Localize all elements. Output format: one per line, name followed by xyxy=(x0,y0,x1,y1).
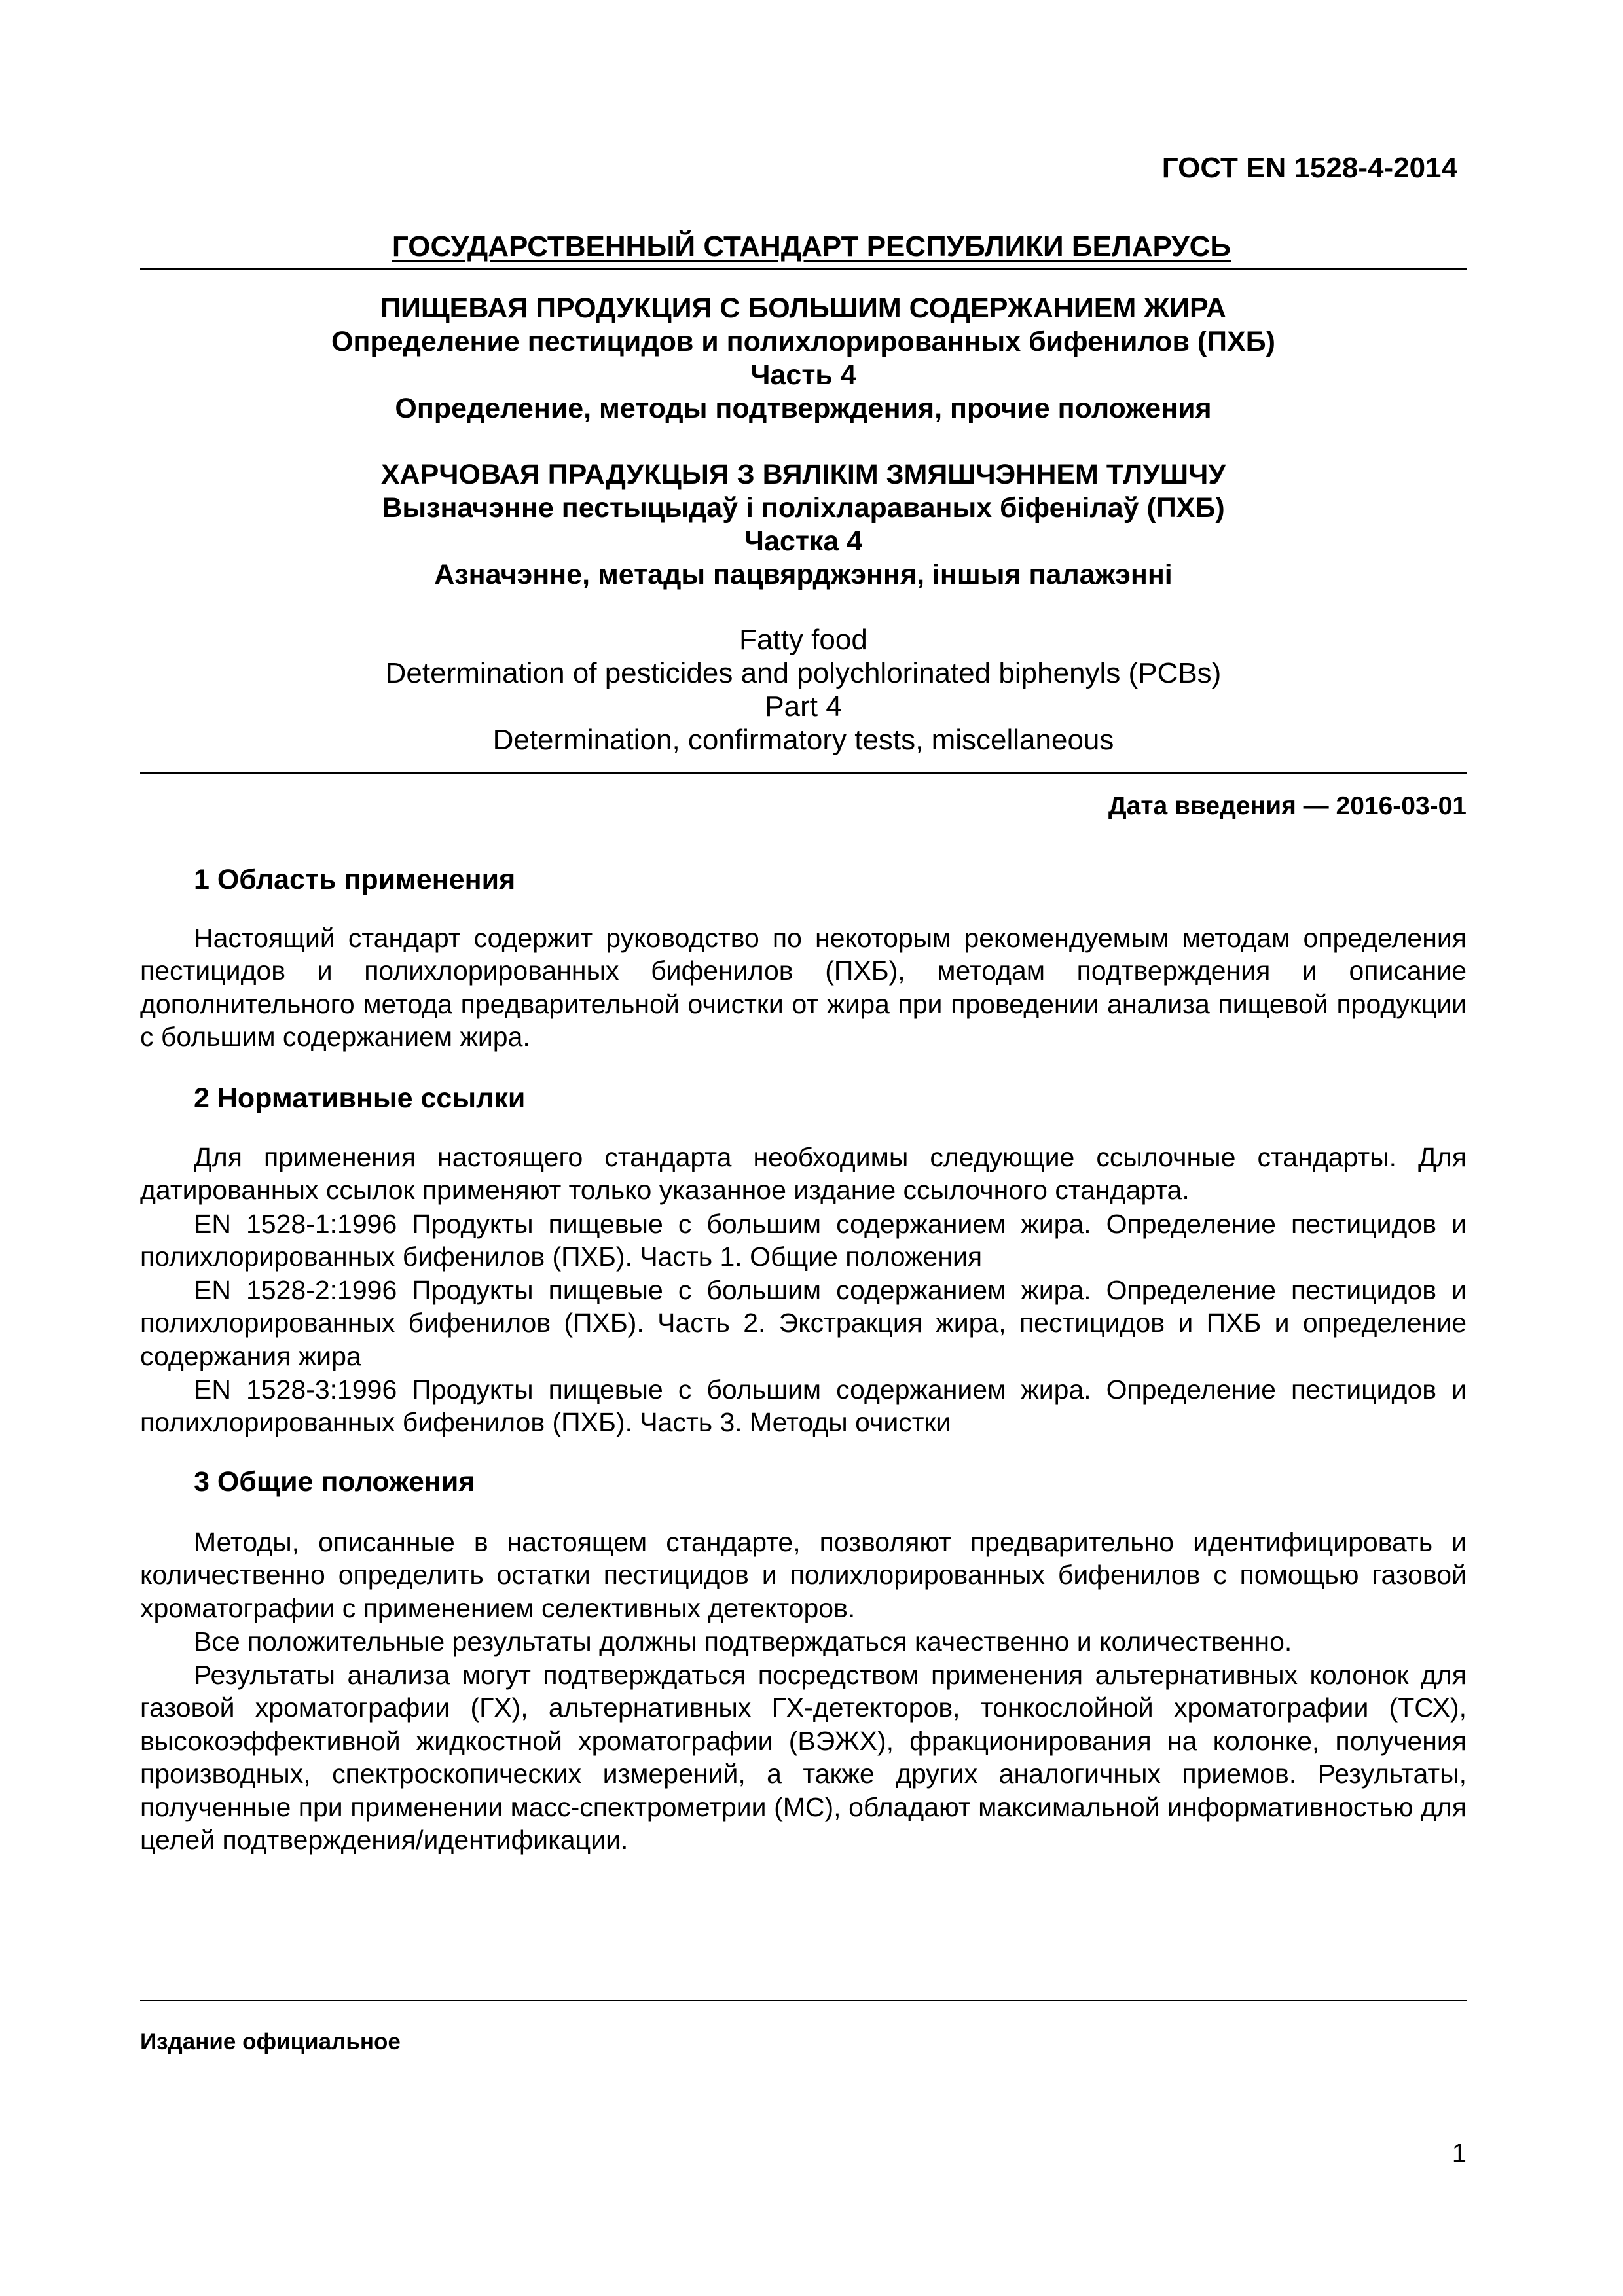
section-3-heading: 3 Общие положения xyxy=(194,1466,475,1498)
section-2-paragraph-1: Для применения настоящего стандарта необходимы следующие ссылочные стандарты. Для датированных ссылок применяют только указанное издание ссылочного стандарта. xyxy=(140,1142,1467,1206)
section-2-reference-1: EN 1528-1:1996 Продукты пищевые с большим содержанием жира. Определение пестицидов и полихлорированных бифенилов (ПХБ). Часть 1. Общие положения xyxy=(140,1209,1467,1272)
title-ru-line-2: Определение пестицидов и полихлорированных бифенилов (ПХБ) xyxy=(331,326,1275,357)
title-by-line-1: ХАРЧОВАЯ ПРАДУКЦЫЯ З ВЯЛІКІМ ЗМЯШЧЭННЕМ ТЛУШЧУ xyxy=(380,459,1226,490)
title-en-line-3: Part 4 xyxy=(765,691,842,723)
footer-rule xyxy=(140,2000,1467,2001)
title-russian xyxy=(140,292,1467,425)
title-english xyxy=(140,623,1467,757)
section-1-heading: 1 Область применения xyxy=(194,864,516,895)
title-en-line-1: Fatty food xyxy=(739,624,867,656)
title-belarusian xyxy=(140,458,1467,592)
title-by-line-3: Частка 4 xyxy=(744,526,863,557)
official-edition-label: Издание официальное xyxy=(140,2029,401,2054)
title-ru-line-3: Часть 4 xyxy=(750,359,856,391)
section-3-paragraph-3: Результаты анализа могут подтверждаться посредством применения альтернативных колонок для газовой хроматографии (ГХ), альтернативных ГХ-детекторов, тонкослойной хроматографии (ТСХ), высокоэффективной жидкостной хроматографии (ВЭЖХ), фракционирования на колонке, получения производных, спектроскопических измерений, а также других аналогичных приемов. Результаты, полученные при применении масс-спектрометрии (МС), обладают максимальной информативностью для целей подтверждения/идентификации. xyxy=(140,1660,1467,1856)
section-2-reference-3: EN 1528-3:1996 Продукты пищевые с большим содержанием жира. Определение пестицидов и полихлорированных бифенилов (ПХБ). Часть 3. Методы очистки xyxy=(140,1374,1467,1438)
state-standard-header: ГОСУДАРСТВЕННЫЙ СТАНДАРТ РЕСПУБЛИКИ БЕЛАРУСЬ xyxy=(392,230,1231,262)
title-by-line-4: Азначэнне, метады пацвярджэння, іншыя палажэнні xyxy=(434,559,1173,590)
title-en-line-4: Determination, confirmatory tests, miscellaneous xyxy=(492,724,1114,756)
title-ru-line-4: Определение, методы подтверждения, прочие положения xyxy=(395,393,1212,424)
title-ru-line-1: ПИЩЕВАЯ ПРОДУКЦИЯ С БОЛЬШИМ СОДЕРЖАНИЕМ ЖИРА xyxy=(380,293,1226,324)
standard-number: ГОСТ EN 1528-4-2014 xyxy=(1161,152,1457,184)
title-by-line-2: Вызначэнне пестыцыдаў і поліхлараваных біфенілаў (ПХБ) xyxy=(382,492,1225,524)
title-rule xyxy=(140,772,1467,774)
title-en-line-2: Determination of pesticides and polychlorinated biphenyls (PCBs) xyxy=(385,657,1222,689)
page-number: 1 xyxy=(1451,2139,1467,2168)
section-1-paragraph-1: Настоящий стандарт содержит руководство по некоторым рекомендуемым методам определения пестицидов и полихлорированных бифенилов (ПХБ), методам подтверждения и описание дополнительного метода предварительной очистки от жира при проведении анализа пищевой продукции с большим содержанием жира. xyxy=(140,923,1467,1052)
header-rule xyxy=(140,268,1467,270)
section-2-heading: 2 Нормативные ссылки xyxy=(194,1083,526,1114)
section-3-paragraph-1: Методы, описанные в настоящем стандарте, позволяют предварительно идентифицировать и количественно определить остатки пестицидов и полихлорированных бифенилов с помощью газовой хроматографии с применением селективных детекторов. xyxy=(140,1527,1467,1623)
section-3-paragraph-2: Все положительные результаты должны подтверждаться качественно и количественно. xyxy=(194,1626,1292,1657)
section-2-reference-2: EN 1528-2:1996 Продукты пищевые с большим содержанием жира. Определение пестицидов и полихлорированных бифенилов (ПХБ). Часть 2. Экстракция жира, пестицидов и ПХБ и определение содержания жира xyxy=(140,1275,1467,1371)
introduction-date: Дата введения — 2016-03-01 xyxy=(1108,792,1467,820)
